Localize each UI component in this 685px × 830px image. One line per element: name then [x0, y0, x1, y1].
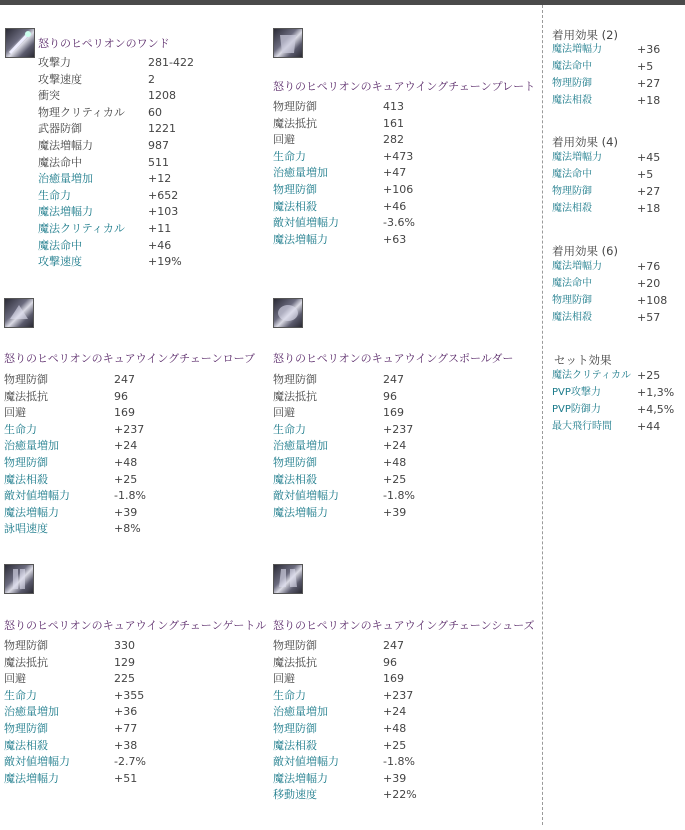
stat-row	[273, 99, 533, 116]
set-effect-row	[552, 92, 682, 109]
item-title: 怒りのヒペリオンのキュアウイングチェーンシューズ	[273, 619, 535, 632]
stat-label: 武器防御	[38, 122, 82, 136]
stat-label: 回避	[273, 672, 295, 686]
stat-value: -1.8%	[114, 489, 146, 503]
stat-row	[273, 472, 533, 489]
set-effect-value: +18	[637, 94, 661, 107]
stat-value: +24	[383, 705, 407, 719]
stat-value: +39	[383, 505, 407, 519]
stat-label: 魔法増幅力	[38, 205, 93, 219]
stat-label: 魔法命中	[38, 155, 82, 169]
stat-row	[273, 372, 533, 389]
stat-label: 魔法増幅力	[273, 505, 328, 519]
stat-label: 敵対値増幅力	[273, 489, 339, 503]
set-effect-list	[552, 41, 682, 109]
stat-label: 魔法相殺	[273, 472, 317, 486]
set-effect-value: +27	[637, 185, 661, 198]
stat-value: +355	[114, 688, 145, 702]
stat-value: +46	[383, 199, 407, 213]
stat-value: +46	[148, 238, 172, 252]
stat-row	[4, 771, 264, 788]
set-effect-label: 物理防御	[552, 186, 592, 197]
stat-value: +63	[383, 232, 407, 246]
set-effect-row	[552, 258, 682, 275]
stat-label: 魔法命中	[38, 238, 82, 252]
set-effect-row	[552, 401, 682, 418]
stat-label: 敵対値増幅力	[4, 755, 70, 769]
stat-row	[38, 55, 268, 72]
set-effect-value: +108	[637, 294, 668, 307]
stat-value: +39	[114, 505, 138, 519]
set-effect-value: +44	[637, 420, 661, 433]
set-effect-title: セット効果	[554, 353, 612, 367]
set-effect-title: 着用効果 (2)	[552, 28, 618, 42]
set-effect-row	[552, 149, 682, 166]
set-effect-title: 着用効果 (6)	[552, 244, 618, 258]
stat-value: 129	[114, 655, 135, 669]
stat-row	[273, 232, 533, 249]
set-effect-label: PVP攻撃力	[552, 387, 601, 398]
set-effect-value: +1,3%	[637, 386, 675, 399]
set-effect-label: 最大飛行時間	[552, 421, 612, 432]
stat-value: 247	[383, 373, 404, 386]
stat-row	[273, 165, 533, 182]
stat-value: +473	[383, 149, 414, 163]
stat-label: 生命力	[4, 688, 37, 702]
stat-row	[38, 155, 268, 172]
stat-row	[4, 472, 264, 489]
stat-row	[273, 422, 533, 439]
stat-row	[4, 671, 264, 688]
stat-label: 物理防御	[273, 455, 317, 469]
stat-value: +48	[383, 455, 407, 469]
stat-row	[273, 671, 533, 688]
stat-row	[4, 389, 264, 406]
stat-label: 生命力	[273, 688, 306, 702]
stat-row	[4, 405, 264, 422]
stat-value: +652	[148, 188, 179, 202]
stat-label: 物理防御	[273, 182, 317, 196]
stat-label: 治癒量増加	[273, 439, 328, 453]
stat-value: 96	[114, 389, 128, 403]
stat-label: 敵対値増幅力	[273, 755, 339, 769]
stat-row	[273, 182, 533, 199]
stat-row	[38, 138, 268, 155]
stat-row	[273, 149, 533, 166]
stat-value: 247	[114, 373, 135, 386]
stat-label: 治癒量増加	[273, 166, 328, 180]
set-effect-label: 魔法増幅力	[552, 44, 602, 55]
stat-value: 511	[148, 155, 169, 169]
stat-row	[38, 188, 268, 205]
set-effect-label: 魔法命中	[552, 61, 592, 72]
set-effect-value: +5	[637, 60, 654, 73]
stat-value: 282	[383, 133, 404, 147]
stat-value: +237	[114, 422, 145, 436]
stat-value: 281-422	[148, 56, 194, 69]
stat-row	[273, 405, 533, 422]
stat-value: 96	[383, 655, 397, 669]
item-title: 怒りのヒペリオンのキュアウイングスポールダー	[273, 352, 514, 365]
set-effect-label: 魔法命中	[552, 278, 592, 289]
stat-label: 物理防御	[4, 455, 48, 469]
stat-row	[38, 171, 268, 188]
set-effect-row	[552, 367, 682, 384]
set-effect-label: 魔法命中	[552, 169, 592, 180]
stat-row	[4, 422, 264, 439]
stat-value: +24	[383, 439, 407, 453]
stat-value: +51	[114, 771, 138, 785]
stat-label: 物理クリティカル	[38, 105, 125, 119]
stat-row	[4, 505, 264, 522]
set-effect-label: 魔法クリティカル	[552, 370, 631, 381]
stat-label: 回避	[273, 406, 295, 420]
set-effect-label: 魔法相殺	[552, 312, 592, 323]
stat-label: 魔法抵抗	[4, 655, 48, 669]
stat-row	[4, 754, 264, 771]
set-effect-label: 魔法相殺	[552, 95, 592, 106]
stat-row	[38, 105, 268, 122]
stat-label: 魔法増幅力	[4, 771, 59, 785]
stat-value: 2	[148, 72, 155, 86]
stat-value: +25	[383, 738, 407, 752]
stat-label: 魔法増幅力	[273, 771, 328, 785]
set-effect-value: +25	[637, 369, 661, 382]
stat-value: 169	[383, 672, 404, 686]
stat-value: 330	[114, 639, 135, 652]
item-title: 怒りのヒペリオンのキュアウイングチェーンプレート	[273, 80, 536, 93]
stat-label: 治癒量増加	[4, 439, 59, 453]
stat-label: 攻撃速度	[38, 255, 82, 269]
stat-value: 169	[383, 406, 404, 420]
shoulder-armor-icon	[273, 298, 303, 328]
stat-label: 攻撃力	[38, 56, 71, 69]
stat-row	[273, 215, 533, 232]
item-title: 怒りのヒペリオンのワンド	[38, 37, 170, 50]
stat-label: 魔法相殺	[4, 472, 48, 486]
stat-value: +19%	[148, 255, 182, 269]
stat-row	[273, 787, 533, 804]
stat-row	[4, 721, 264, 738]
stat-value: 225	[114, 672, 135, 686]
chest-armor-icon	[273, 28, 303, 58]
stat-value: 413	[383, 100, 404, 113]
stat-label: 魔法クリティカル	[38, 221, 125, 235]
set-effect-row	[552, 292, 682, 309]
stat-row	[38, 221, 268, 238]
stat-row	[4, 521, 264, 538]
stat-value: +237	[383, 688, 414, 702]
stat-row	[273, 704, 533, 721]
set-effect-row	[552, 275, 682, 292]
stat-value: -2.7%	[114, 755, 146, 769]
stat-list	[273, 638, 533, 804]
stat-label: 物理防御	[273, 100, 317, 113]
set-effect-row	[552, 200, 682, 217]
stat-row	[273, 116, 533, 133]
stat-value: +39	[383, 771, 407, 785]
stat-value: +47	[383, 166, 407, 180]
wand-icon	[5, 28, 35, 58]
stat-label: 治癒量増加	[4, 705, 59, 719]
stat-row	[38, 238, 268, 255]
stat-value: +25	[383, 472, 407, 486]
set-effect-list	[552, 258, 682, 326]
set-effect-row	[552, 75, 682, 92]
stat-value: +22%	[383, 788, 417, 802]
stat-row	[273, 638, 533, 655]
stat-value: +12	[148, 172, 172, 186]
set-effect-label: 魔法増幅力	[552, 261, 602, 272]
set-effect-value: +57	[637, 311, 661, 324]
set-effect-label: 物理防御	[552, 295, 592, 306]
stat-value: +38	[114, 738, 138, 752]
set-effect-row	[552, 166, 682, 183]
set-effect-title: 着用効果 (4)	[552, 135, 618, 149]
stat-row	[273, 455, 533, 472]
stat-row	[4, 738, 264, 755]
stat-label: 物理防御	[273, 373, 317, 386]
stat-value: 987	[148, 138, 169, 152]
stat-value: +48	[114, 455, 138, 469]
stat-value: +8%	[114, 522, 141, 536]
stat-row	[4, 438, 264, 455]
stat-list	[38, 55, 268, 271]
stat-row	[4, 372, 264, 389]
stat-row	[4, 638, 264, 655]
set-effect-label: 物理防御	[552, 78, 592, 89]
set-effect-row	[552, 384, 682, 401]
stat-label: 魔法抵抗	[4, 389, 48, 403]
stat-row	[4, 455, 264, 472]
stat-label: 魔法相殺	[273, 199, 317, 213]
stat-row	[38, 72, 268, 89]
stat-value: 1208	[148, 89, 176, 103]
stat-label: 物理防御	[4, 639, 48, 652]
item-title: 怒りのヒペリオンのキュアウイングチェーンローブ	[4, 352, 256, 365]
stat-label: 詠唱速度	[4, 522, 48, 536]
stat-label: 移動速度	[273, 788, 317, 802]
stat-label: 回避	[273, 133, 295, 147]
stat-label: 物理防御	[4, 721, 48, 735]
stat-value: 247	[383, 639, 404, 652]
set-effect-value: +4,5%	[637, 403, 675, 416]
stat-label: 魔法抵抗	[273, 389, 317, 403]
stat-value: +237	[383, 422, 414, 436]
stat-value: -1.8%	[383, 489, 415, 503]
stat-value: 161	[383, 116, 404, 130]
stat-row	[4, 488, 264, 505]
stat-value: +25	[114, 472, 138, 486]
stat-value: +11	[148, 221, 172, 235]
stat-row	[273, 655, 533, 672]
stat-row	[4, 704, 264, 721]
set-effect-row	[552, 418, 682, 435]
top-border	[0, 0, 685, 5]
item-title: 怒りのヒペリオンのキュアウイングチェーンゲートル	[4, 619, 267, 632]
stat-row	[273, 505, 533, 522]
stat-value: 169	[114, 406, 135, 420]
set-effect-row	[552, 309, 682, 326]
set-effect-row	[552, 58, 682, 75]
stat-value: +106	[383, 182, 414, 196]
leg-armor-icon	[4, 564, 34, 594]
stat-label: 治癒量増加	[273, 705, 328, 719]
stat-row	[4, 688, 264, 705]
stat-list	[273, 372, 533, 521]
stat-row	[38, 121, 268, 138]
stat-label: 物理防御	[4, 373, 48, 386]
stat-label: 魔法相殺	[4, 738, 48, 752]
stat-row	[273, 199, 533, 216]
set-effect-list	[552, 367, 682, 435]
set-effect-value: +36	[637, 43, 661, 56]
stat-value: +24	[114, 439, 138, 453]
stat-row	[273, 754, 533, 771]
stat-value: -3.6%	[383, 216, 415, 230]
stat-label: 魔法増幅力	[38, 138, 93, 152]
stat-row	[273, 771, 533, 788]
stat-value: +36	[114, 705, 138, 719]
set-effect-label: 魔法増幅力	[552, 152, 602, 163]
set-effect-row	[552, 183, 682, 200]
stat-label: 生命力	[38, 188, 71, 202]
stat-row	[4, 655, 264, 672]
stat-value: 1221	[148, 122, 176, 136]
stat-row	[273, 488, 533, 505]
stat-list	[4, 638, 264, 787]
stat-label: 衝突	[38, 89, 60, 103]
stat-label: 生命力	[273, 149, 306, 163]
stat-label: 回避	[4, 406, 26, 420]
stat-row	[38, 88, 268, 105]
set-effect-value: +76	[637, 260, 661, 273]
stat-label: 生命力	[273, 422, 306, 436]
stat-label: 魔法相殺	[273, 738, 317, 752]
stat-value: 96	[383, 389, 397, 403]
stat-label: 敵対値増幅力	[4, 489, 70, 503]
stat-list	[273, 99, 533, 248]
stat-label: 敵対値増幅力	[273, 216, 339, 230]
stat-label: 生命力	[4, 422, 37, 436]
stat-label: 物理防御	[273, 721, 317, 735]
stat-row	[38, 254, 268, 271]
stat-row	[273, 438, 533, 455]
stat-row	[273, 738, 533, 755]
stat-value: -1.8%	[383, 755, 415, 769]
gloves-icon	[4, 298, 34, 328]
set-effect-value: +27	[637, 77, 661, 90]
boots-icon	[273, 564, 303, 594]
stat-value: +103	[148, 205, 179, 219]
stat-list	[4, 372, 264, 538]
stat-label: 魔法抵抗	[273, 116, 317, 130]
stat-label: 魔法増幅力	[4, 505, 59, 519]
stat-row	[273, 721, 533, 738]
set-effect-list	[552, 149, 682, 217]
stat-row	[273, 688, 533, 705]
set-effect-value: +5	[637, 168, 654, 181]
stat-label: 攻撃速度	[38, 72, 82, 86]
set-effect-value: +18	[637, 202, 661, 215]
stat-label: 魔法抵抗	[273, 655, 317, 669]
stat-row	[273, 389, 533, 406]
stat-row	[273, 132, 533, 149]
stat-label: 治癒量増加	[38, 172, 93, 186]
stat-label: 魔法増幅力	[273, 232, 328, 246]
column-divider	[542, 5, 543, 825]
set-effect-row	[552, 41, 682, 58]
stat-value: +48	[383, 721, 407, 735]
stat-row	[38, 204, 268, 221]
set-effect-label: 魔法相殺	[552, 203, 592, 214]
stat-label: 回避	[4, 672, 26, 686]
stat-value: +77	[114, 721, 138, 735]
set-effect-label: PVP防御力	[552, 404, 601, 415]
set-effect-value: +20	[637, 277, 661, 290]
stat-label: 物理防御	[273, 639, 317, 652]
set-effect-value: +45	[637, 151, 661, 164]
stat-value: 60	[148, 105, 162, 119]
